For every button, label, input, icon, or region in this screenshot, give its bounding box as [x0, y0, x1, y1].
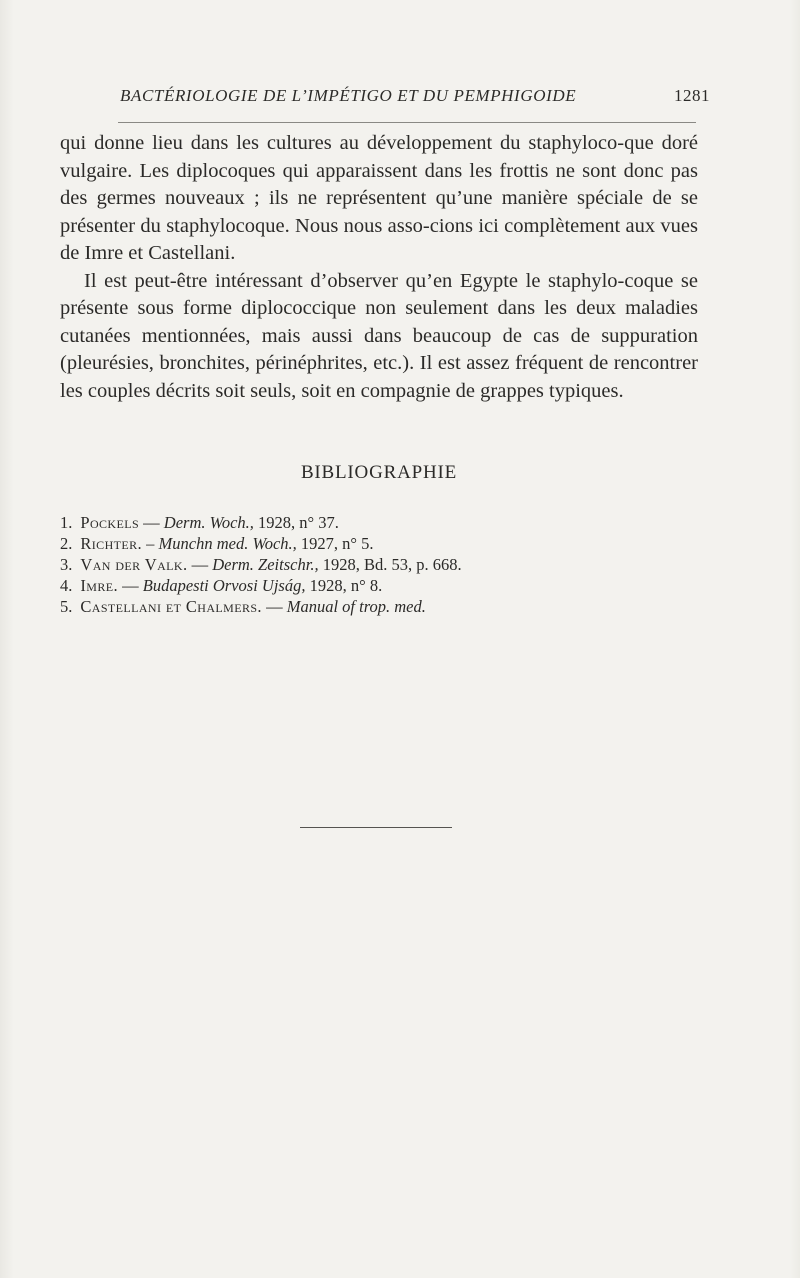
- entry-author: Van der Valk.: [80, 555, 188, 574]
- entry-details: 1928, n° 37.: [253, 513, 339, 532]
- entry-author: Imre.: [80, 576, 118, 595]
- end-rule: [300, 827, 452, 828]
- page-number: 1281: [674, 86, 710, 105]
- entry-separator: —: [139, 513, 164, 532]
- entry-number: 1.: [60, 513, 73, 532]
- bibliography-entry: [60, 512, 680, 533]
- bibliography-heading: BIBLIOGRAPHIE: [300, 462, 458, 483]
- bibliography-entry: [60, 596, 680, 617]
- entry-number: 4.: [60, 576, 73, 595]
- entry-number: 5.: [60, 597, 73, 616]
- entry-details: 1928, Bd. 53, p. 668.: [318, 555, 462, 574]
- paragraph: Il est peut-être intéressant d’observer qu’en Egypte le staphylo-coque se présente sous forme diplococcique non seulement dans les deux maladies cutanées mentionnées, mais aussi dans beaucoup de cas de suppuration (pleurésies, bronchites, périnéphrites, etc.). Il est assez fréquent de rencontrer les couples décrits soit seuls, soit en compagnie de grappes typiques.: [60, 269, 698, 402]
- entry-number: 2.: [60, 534, 73, 553]
- body-text: [60, 130, 698, 405]
- entry-author: Richter.: [80, 534, 143, 553]
- entry-separator: —: [261, 597, 287, 616]
- header-rule: [118, 122, 696, 123]
- entry-author: Castellani et Chalmers.: [80, 597, 262, 616]
- entry-journal: Manual of trop. med.: [286, 597, 426, 616]
- entry-journal: Derm. Woch.,: [163, 513, 254, 532]
- entry-author: Pockels: [80, 513, 140, 532]
- entry-separator: –: [142, 534, 159, 553]
- entry-separator: —: [118, 576, 143, 595]
- entry-number: 3.: [60, 555, 73, 574]
- entry-separator: —: [187, 555, 213, 574]
- entry-journal: Munchn med. Woch.,: [158, 534, 297, 553]
- entry-journal: Derm. Zeitschr.,: [212, 555, 319, 574]
- entry-details: 1928, n° 8.: [305, 576, 383, 595]
- entry-journal: Budapesti Orvosi Ujság,: [142, 576, 306, 595]
- bibliography-entry: [60, 575, 680, 596]
- paragraph: qui donne lieu dans les cultures au développement du staphyloco-que doré vulgaire. Les diplocoques qui apparaissent dans les frottis ne sont donc pas des germes nouveaux ; ils ne représentent qu’une manière spéciale de se présenter du staphylocoque. Nous nous asso-cions ici complètement aux vues de Imre et Castellani.: [60, 132, 698, 264]
- bibliography-entry: [60, 533, 680, 554]
- running-title: BACTÉRIOLOGIE DE L’IMPÉTIGO ET DU PEMPHIGOIDE: [120, 86, 577, 105]
- running-head: [60, 86, 710, 110]
- bibliography-entry: [60, 554, 680, 575]
- bibliography-list: [60, 512, 680, 617]
- entry-details: 1927, n° 5.: [296, 534, 374, 553]
